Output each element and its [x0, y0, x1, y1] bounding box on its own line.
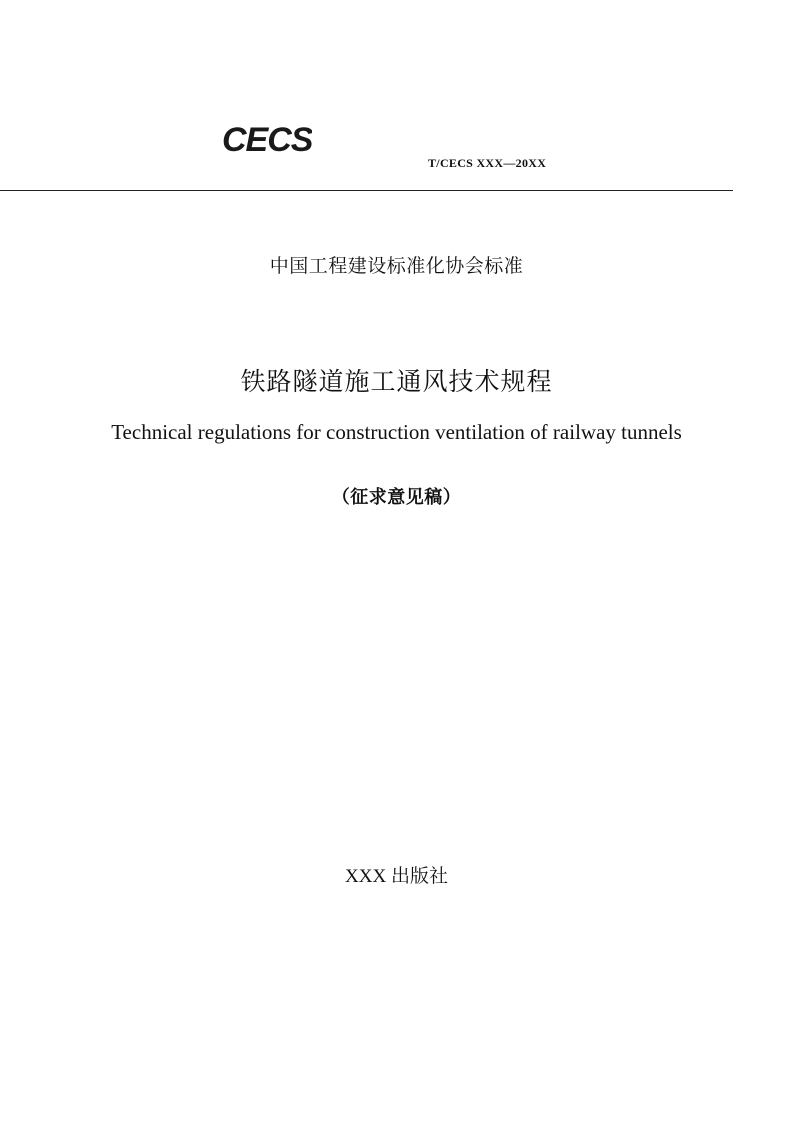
document-title-cn: 铁路隧道施工通风技术规程 — [240, 367, 553, 396]
draft-status: （征求意见稿） — [331, 487, 462, 508]
document-title-en: Technical regulations for construction ventilation of railway tunnels — [111, 420, 682, 444]
organization-title: 中国工程建设标准化协会标准 — [269, 255, 524, 277]
header-divider — [0, 190, 733, 191]
publisher-name: XXX 出版社 — [345, 866, 448, 887]
cecs-logo — [220, 118, 312, 162]
standard-number: T/CECS XXX—20XX — [428, 156, 547, 170]
cecs-logo-text: CECS — [222, 121, 312, 159]
